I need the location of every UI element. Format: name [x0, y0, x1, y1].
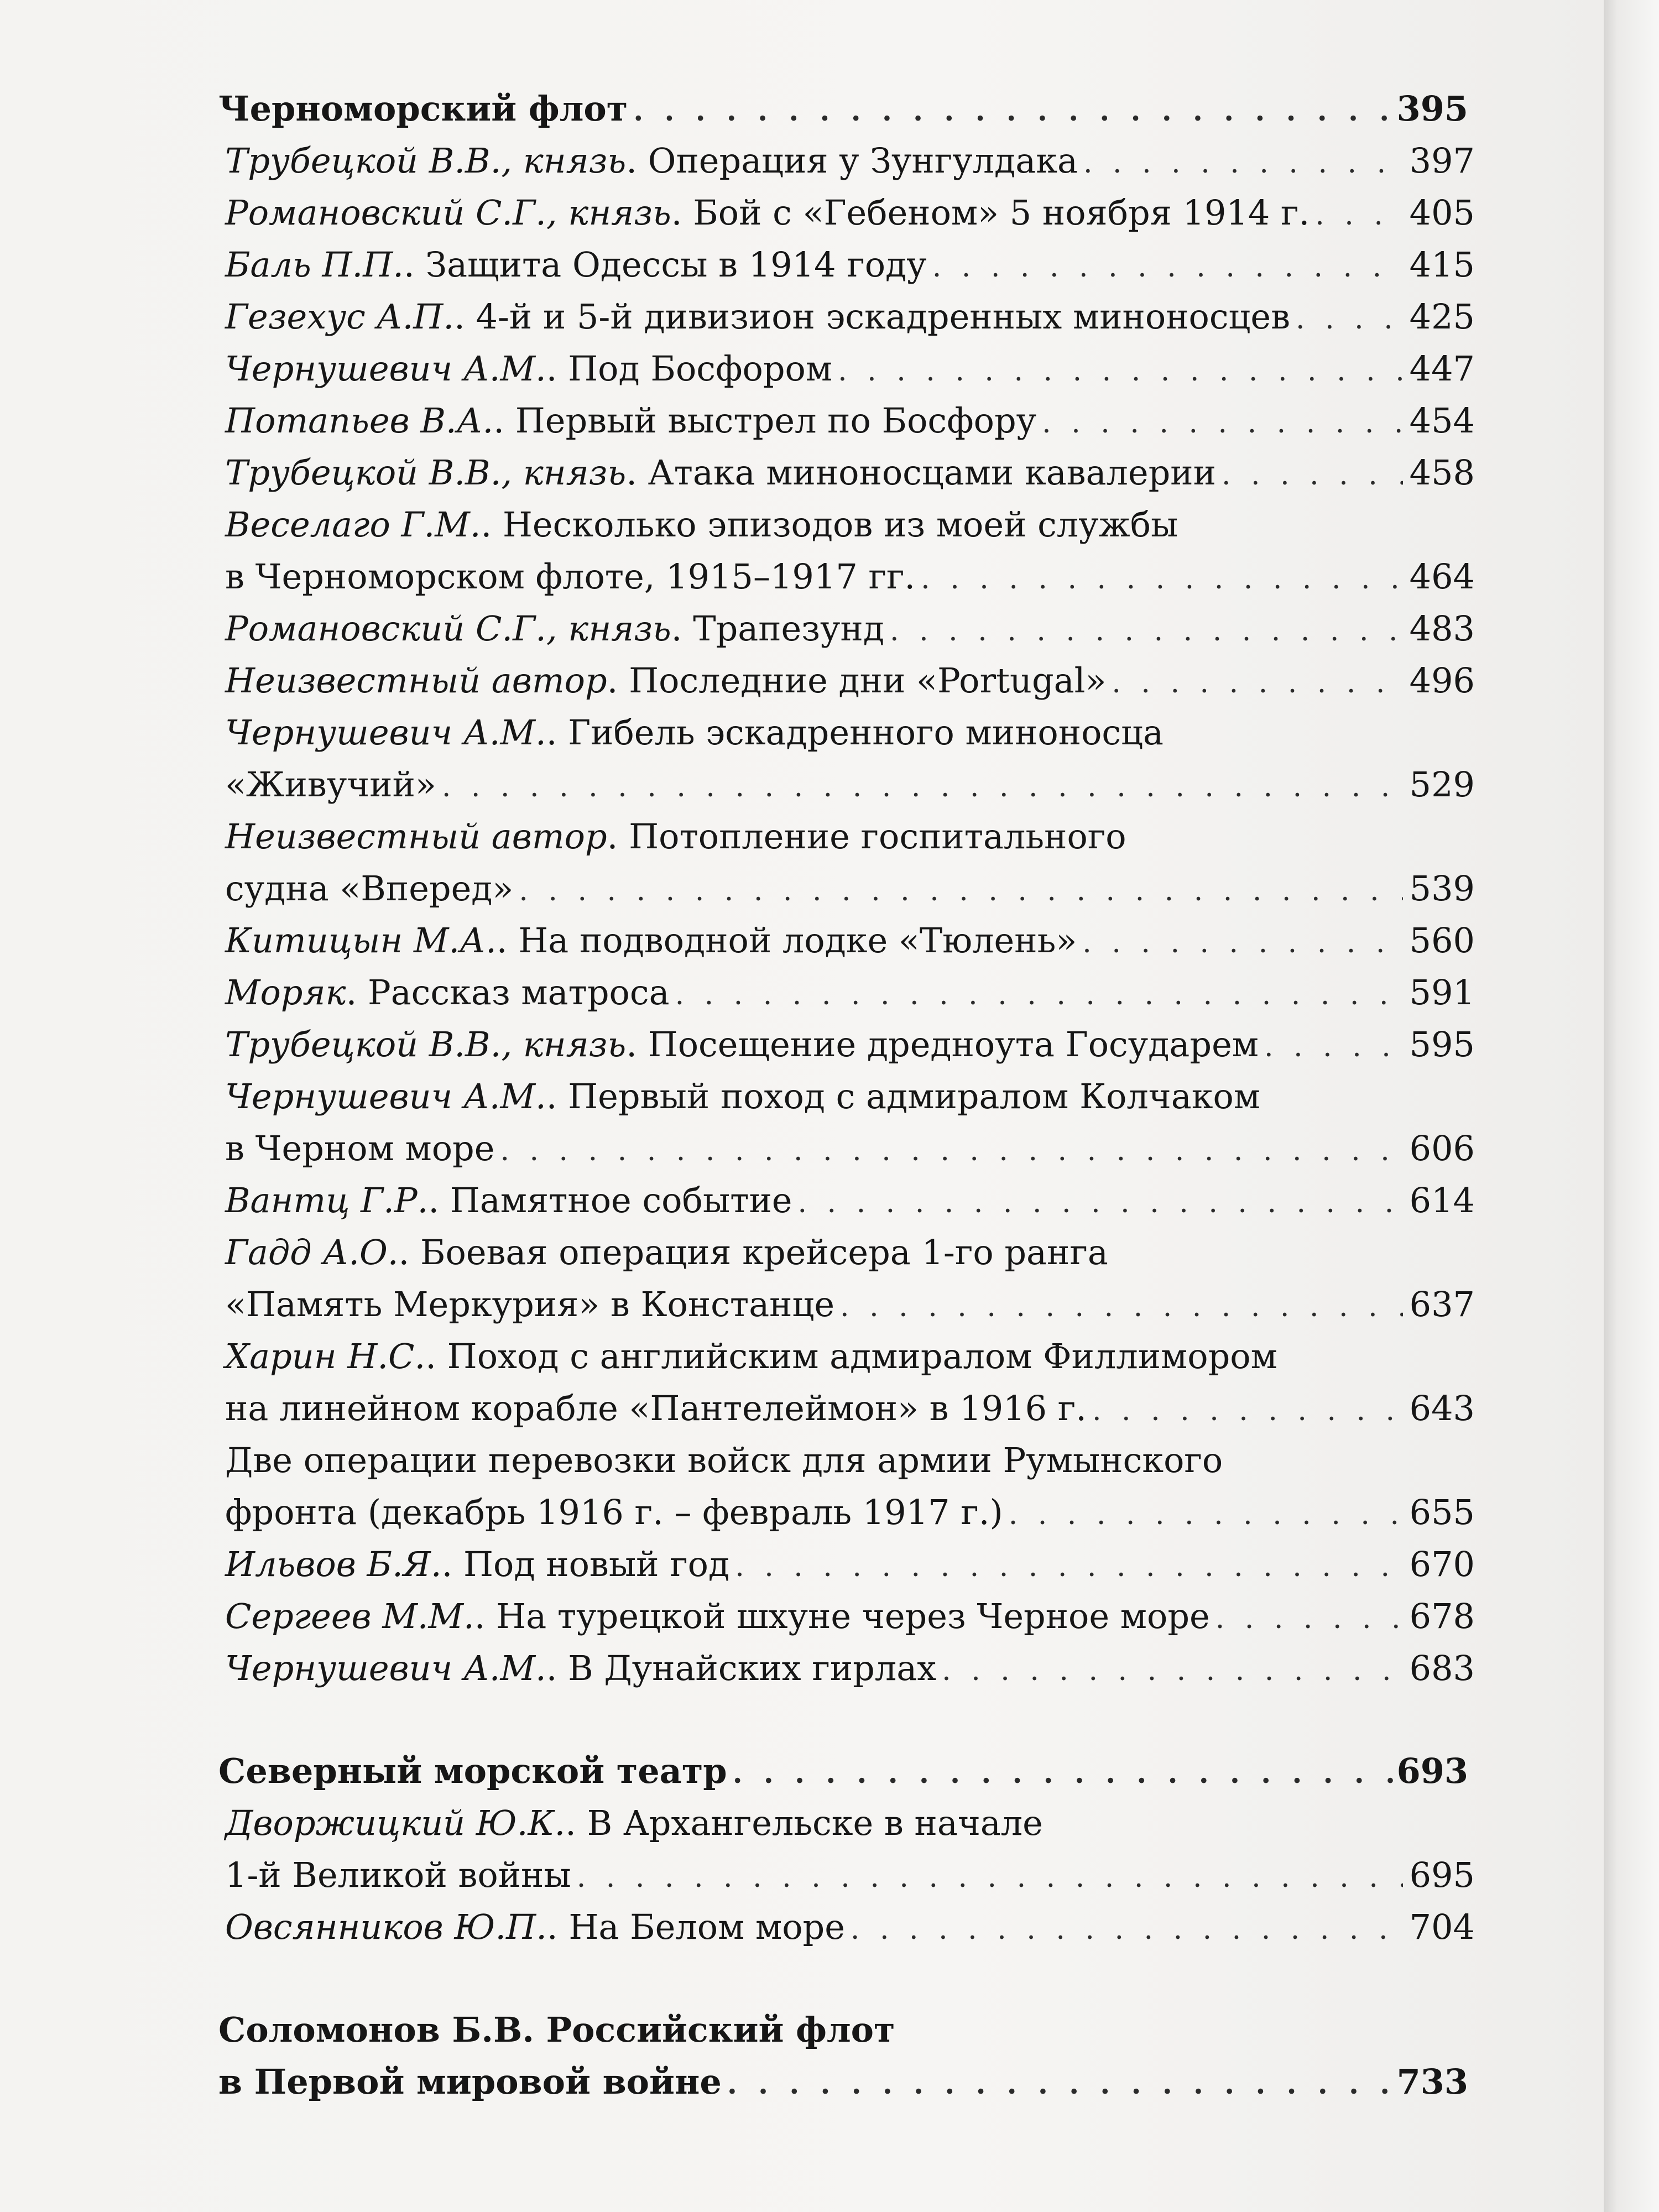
dot-leader [792, 1177, 1404, 1229]
dot-leader [1003, 1489, 1403, 1541]
dot-leader [845, 1903, 1403, 1955]
dot-leader [1216, 449, 1403, 501]
entry-title: Первый поход с адмиралом Колчаком [568, 1076, 1261, 1117]
page-number: 405 [1409, 192, 1475, 233]
dot-leader [722, 2058, 1396, 2110]
entry-author: Трубецкой В.В., князь [225, 140, 627, 181]
entry-author: Харин Н.С. [225, 1336, 426, 1376]
entry-text: Неизвестный автор. Потопление госпитального [225, 816, 1126, 857]
dot-leader [936, 1645, 1403, 1697]
entry-text [218, 2056, 722, 2108]
toc-entry [218, 1901, 1475, 1953]
entry-title-cont: на линейном корабле «Пантелеймон» в 1916 г. [225, 1388, 1087, 1428]
page-number: 395 [1396, 88, 1468, 129]
page-number: 454 [1409, 400, 1475, 441]
toc-entry [218, 291, 1475, 343]
dot-leader [1036, 397, 1403, 449]
page-number: 529 [1409, 764, 1475, 805]
page-number: 560 [1409, 920, 1475, 961]
entry-text: Чернушевич А.М.. Гибель эскадренного миноносца [225, 712, 1164, 753]
toc-entry [218, 603, 1475, 655]
dot-leader [832, 345, 1403, 397]
entry-author: Сергеев М.М. [225, 1596, 474, 1636]
page-number: 595 [1409, 1024, 1475, 1065]
entry-text [225, 863, 513, 915]
toc-entry [218, 1797, 1475, 1849]
entry-author: Чернушевич А.М. [225, 1648, 546, 1688]
page-number: 539 [1409, 868, 1475, 909]
entry-text [218, 2004, 895, 2056]
entry-author: Ильвов Б.Я. [225, 1544, 442, 1584]
dot-leader [494, 1125, 1403, 1177]
entry-text [218, 83, 628, 135]
entry-text: Ильвов Б.Я.. Под новый год [225, 1544, 730, 1584]
toc-entry [218, 343, 1475, 395]
toc-entry [218, 1434, 1475, 1486]
page-number: 704 [1409, 1907, 1475, 1947]
entry-title: Под новый год [463, 1544, 730, 1584]
dot-leader [1078, 137, 1403, 189]
toc-entry [218, 1538, 1475, 1590]
page-number: 606 [1409, 1128, 1475, 1168]
entry-title: Атака миноносцами кавалерии [648, 452, 1216, 493]
dot-leader [729, 1541, 1403, 1593]
page-number: 655 [1409, 1492, 1475, 1532]
page-number: 683 [1409, 1648, 1475, 1688]
toc-entry-cont [218, 1279, 1475, 1331]
page-edge-shadow [1604, 0, 1659, 2212]
entry-text: Романовский С.Г., князь. Трапезунд [225, 608, 885, 649]
page-number: 678 [1409, 1596, 1475, 1636]
toc-entry [218, 655, 1475, 707]
entry-author: Дворжицкий Ю.К. [225, 1803, 566, 1843]
entry-author: Баль П.П. [225, 244, 404, 285]
entry-author: Гезехус А.П. [225, 296, 455, 337]
toc-entry [218, 1019, 1475, 1071]
dot-leader [1077, 917, 1403, 969]
dot-leader [1087, 1385, 1403, 1437]
entry-text [225, 1279, 834, 1331]
toc-entry-cont [218, 1123, 1475, 1175]
entry-title: Боевая операция крейсера 1-го ранга [420, 1232, 1108, 1272]
dot-leader [1290, 293, 1403, 345]
toc-entry [218, 707, 1475, 759]
dot-leader [915, 553, 1403, 605]
page-number: 415 [1409, 244, 1475, 285]
entry-text: Дворжицкий Ю.К.. В Архангельске в начале [225, 1803, 1043, 1843]
entry-title: В Дунайских гирлах [568, 1648, 937, 1688]
entry-text: Чернушевич А.М.. Под Босфором [225, 348, 833, 389]
entry-author: Чернушевич А.М. [225, 712, 546, 753]
entry-text: Романовский С.Г., князь. Бой с «Гебеном» 5 ноября 1914 г. [225, 192, 1310, 233]
dot-leader [670, 969, 1403, 1021]
entry-title: Операция у Зунгулдака [648, 140, 1078, 181]
entry-author: Моряк [225, 972, 346, 1013]
toc-entry [218, 1227, 1475, 1279]
section-title-text: Черноморский флот [218, 88, 628, 129]
page-number: 397 [1409, 140, 1475, 181]
entry-title: Гибель эскадренного миноносца [568, 712, 1164, 753]
page-number: 458 [1409, 452, 1475, 493]
entry-author: Трубецкой В.В., князь [225, 1024, 627, 1065]
toc-entry-cont [218, 759, 1475, 811]
entry-title-cont: фронта (декабрь 1916 г. – февраль 1917 г.) [225, 1492, 1003, 1532]
dot-leader [1106, 657, 1403, 709]
entry-text [225, 1383, 1087, 1434]
entry-author: Овсянников Ю.П. [225, 1907, 547, 1947]
dot-leader [628, 85, 1396, 137]
entry-text: Китицын М.А.. На подводной лодке «Тюлень» [225, 920, 1077, 961]
section-title [218, 2004, 1468, 2056]
entry-title-cont: в Черноморском флоте, 1915–1917 гг. [225, 556, 916, 597]
entry-title: Под Босфором [568, 348, 833, 389]
entry-title: В Архангельске в начале [587, 1803, 1043, 1843]
page-number: 693 [1396, 1751, 1468, 1791]
toc-entry [218, 1590, 1475, 1642]
page-number: 464 [1409, 556, 1475, 597]
toc-entry-cont [218, 1849, 1475, 1901]
entry-text [225, 1486, 1003, 1538]
toc-entry [218, 447, 1475, 499]
entry-text: Овсянников Ю.П.. На Белом море [225, 1907, 845, 1947]
dot-leader [513, 865, 1403, 917]
entry-text [225, 551, 915, 603]
entry-text: Трубецкой В.В., князь. Операция у Зунгулдака [225, 140, 1078, 181]
entry-author: Романовский С.Г., князь [225, 192, 671, 233]
entry-author: Китицын М.А. [225, 920, 497, 961]
entry-title-cont: в Черном море [225, 1128, 495, 1168]
entry-author: Чернушевич А.М. [225, 1076, 546, 1117]
toc-entry [218, 811, 1475, 863]
entry-text: Баль П.П.. Защита Одессы в 1914 году [225, 244, 927, 285]
entry-title: Две операции перевозки войск для армии Румынского [225, 1440, 1223, 1480]
entry-title-cont: 1-й Великой войны [225, 1855, 571, 1895]
dot-leader [727, 1747, 1396, 1799]
entry-author: Гадд А.О. [225, 1232, 399, 1272]
toc-entry [218, 187, 1475, 239]
dot-leader [1310, 189, 1403, 241]
entry-text [225, 1849, 571, 1901]
entry-title: На Белом море [568, 1907, 845, 1947]
dot-leader [571, 1851, 1403, 1903]
entry-author: Трубецкой В.В., князь [225, 452, 627, 493]
entry-text [225, 1434, 1223, 1486]
page-number: 496 [1409, 660, 1475, 701]
toc-entry-cont [218, 1486, 1475, 1538]
page-number: 695 [1409, 1855, 1475, 1895]
entry-author: Неизвестный автор [225, 816, 607, 857]
entry-text: Гезехус А.П.. 4-й и 5-й дивизион эскадренных миноносцев [225, 296, 1291, 337]
dot-leader [1210, 1593, 1403, 1645]
entry-title: Несколько эпизодов из моей службы [502, 504, 1178, 545]
section-title-cont [218, 2056, 1468, 2108]
section-title-text: Соломонов Б.В. Российский флот [218, 2010, 895, 2050]
section-title-text: в Первой мировой войне [218, 2062, 722, 2102]
entry-title: Рассказ матроса [368, 972, 670, 1013]
page-number: 733 [1396, 2062, 1468, 2102]
entry-title: Трапезунд [693, 608, 885, 649]
toc-entry [218, 1071, 1475, 1123]
toc-entry [218, 967, 1475, 1019]
entry-text: Чернушевич А.М.. В Дунайских гирлах [225, 1648, 937, 1688]
toc-entry [218, 239, 1475, 291]
dot-leader [436, 761, 1403, 813]
page-number: 670 [1409, 1544, 1475, 1584]
toc-entry-cont [218, 551, 1475, 603]
entry-title: Первый выстрел по Босфору [515, 400, 1037, 441]
entry-author: Чернушевич А.М. [225, 348, 546, 389]
section-title [218, 83, 1468, 135]
entry-title: Последние дни «Portugal» [629, 660, 1107, 701]
entry-text: Трубецкой В.В., князь. Посещение дредноута Государем [225, 1024, 1259, 1065]
entry-text: Чернушевич А.М.. Первый поход с адмиралом Колчаком [225, 1076, 1261, 1117]
toc-entry-cont [218, 1383, 1475, 1434]
entry-title: Памятное событие [450, 1180, 792, 1220]
entry-text: Гадд А.О.. Боевая операция крейсера 1-го ранга [225, 1232, 1108, 1272]
dot-leader [1259, 1021, 1403, 1073]
entry-title: Посещение дредноута Государем [648, 1024, 1259, 1065]
toc-entry [218, 1175, 1475, 1227]
toc-entry [218, 135, 1475, 187]
entry-text: Веселаго Г.М.. Несколько эпизодов из моей службы [225, 504, 1178, 545]
entry-text: Потапьев В.А.. Первый выстрел по Босфору [225, 400, 1037, 441]
page-number: 637 [1409, 1284, 1475, 1324]
entry-author: Романовский С.Г., князь [225, 608, 671, 649]
page-number: 643 [1409, 1388, 1475, 1428]
section-title [218, 1745, 1468, 1797]
toc-entry [218, 1642, 1475, 1694]
dot-leader [834, 1281, 1403, 1333]
entry-text [218, 1745, 727, 1797]
entry-title: На подводной лодке «Тюлень» [518, 920, 1077, 961]
entry-author: Неизвестный автор [225, 660, 607, 701]
entry-text: Харин Н.С.. Поход с английским адмиралом Филлимором [225, 1336, 1277, 1376]
entry-title-cont: судна «Вперед» [225, 868, 514, 909]
entry-text: Трубецкой В.В., князь. Атака миноносцами кавалерии [225, 452, 1216, 493]
entry-author: Веселаго Г.М. [225, 504, 481, 545]
page-number: 614 [1409, 1180, 1475, 1220]
toc-entry [218, 499, 1475, 551]
entry-title: Защита Одессы в 1914 году [425, 244, 927, 285]
entry-author: Вантц Г.Р. [225, 1180, 429, 1220]
entry-title-cont: «Память Меркурия» в Констанце [225, 1284, 835, 1324]
dot-leader [927, 241, 1403, 293]
toc-entry [218, 1331, 1475, 1383]
page-number: 447 [1409, 348, 1475, 389]
toc-entry [218, 915, 1475, 967]
entry-title-cont: «Живучий» [225, 764, 436, 805]
entry-title: Поход с английским адмиралом Филлимором [447, 1336, 1277, 1376]
toc-entry [218, 395, 1475, 447]
entry-text: Сергеев М.М.. На турецкой шхуне через Черное море [225, 1596, 1210, 1636]
entry-title: Потопление госпитального [629, 816, 1126, 857]
entry-text [225, 759, 436, 811]
toc-entry-cont [218, 863, 1475, 915]
entry-text [225, 1123, 494, 1175]
entry-title: Бой с «Гебеном» 5 ноября 1914 г. [693, 192, 1310, 233]
page-number: 483 [1409, 608, 1475, 649]
entry-text: Вантц Г.Р.. Памятное событие [225, 1180, 792, 1220]
entry-author: Потапьев В.А. [225, 400, 494, 441]
page-number: 591 [1409, 972, 1475, 1013]
entry-text: Неизвестный автор. Последние дни «Portugal» [225, 660, 1107, 701]
entry-title: На турецкой шхуне через Черное море [496, 1596, 1210, 1636]
entry-text: Моряк. Рассказ матроса [225, 972, 670, 1013]
section-title-text: Северный морской театр [218, 1751, 727, 1791]
entry-title: 4-й и 5-й дивизион эскадренных миноносцев [476, 296, 1291, 337]
page-number: 425 [1409, 296, 1475, 337]
dot-leader [884, 605, 1403, 657]
